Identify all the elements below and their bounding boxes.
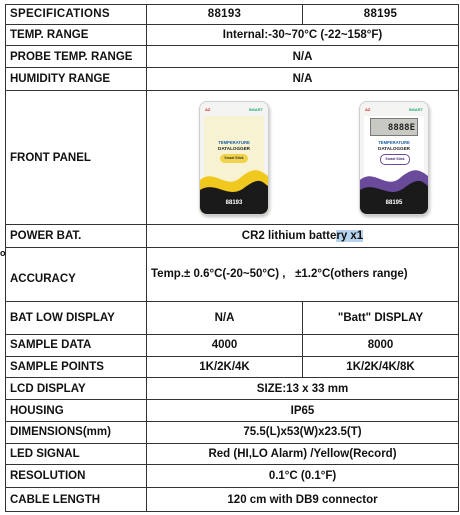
label-temp-range: TEMP. RANGE — [6, 24, 147, 46]
label-sample-points: SAMPLE POINTS — [6, 356, 147, 378]
specifications-table — [5, 4, 459, 512]
row-led-signal — [6, 443, 459, 465]
device-88193-line2: DATALOGGER — [218, 145, 250, 151]
value-sample-points-88195: 1K/2K/4K/8K — [303, 356, 459, 378]
label-led-signal: LED SIGNAL — [6, 443, 147, 465]
device-88195-lcd: 8888E — [370, 118, 418, 136]
device-88195-line1: TEMPERATURE — [378, 139, 410, 145]
value-accuracy — [147, 248, 459, 302]
row-sample-data — [6, 335, 459, 357]
row-probe-temp-range — [6, 46, 459, 68]
value-accuracy-a: Temp.± 0.6°C(-20~50°C) , — [151, 268, 286, 281]
device-88195-image — [359, 101, 429, 215]
row-humidity-range — [6, 68, 459, 91]
header-model-88193: 88193 — [147, 5, 303, 25]
device-88193-image — [199, 101, 269, 215]
device-88195-wave-graphic — [360, 166, 428, 214]
row-accuracy — [6, 248, 459, 302]
row-dimensions — [6, 421, 459, 443]
label-front-panel: FRONT PANEL — [6, 90, 147, 225]
value-bat-low-88193: N/A — [147, 301, 303, 334]
header-model-88195: 88195 — [303, 5, 459, 25]
label-lcd-display: LCD DISPLAY — [6, 378, 147, 400]
value-resolution: 0.1°C (0.1°F) — [147, 465, 459, 488]
value-probe-temp-range: N/A — [147, 46, 459, 68]
value-power-bat — [147, 225, 459, 248]
device-88195-brand-right: SMART — [408, 106, 423, 112]
value-power-bat-highlight: ry x1 — [336, 230, 364, 243]
value-sample-data-88195: 8000 — [303, 335, 459, 357]
value-sample-points-88193: 1K/2K/4K — [147, 356, 303, 378]
value-dimensions: 75.5(L)x53(W)x23.5(T) — [147, 421, 459, 443]
table-header-row — [6, 5, 459, 25]
row-resolution — [6, 465, 459, 488]
label-accuracy: ACCURACY — [6, 248, 147, 302]
device-88193-brand-right: SMART — [248, 106, 263, 112]
row-temp-range — [6, 24, 459, 46]
device-88195-brand-left: AZ — [365, 106, 371, 112]
label-bat-low-display: BAT LOW DISPLAY — [6, 301, 147, 334]
device-88193-brand-left: AZ — [205, 106, 211, 112]
value-cable-length: 120 cm with DB9 connector — [147, 488, 459, 512]
device-88193-badge: Smart Stick — [220, 154, 248, 163]
value-accuracy-b: ±1.2°C(others range) — [295, 268, 408, 281]
device-88195-line2: DATALOGGER — [378, 145, 410, 151]
row-lcd-display — [6, 378, 459, 400]
label-power-bat: POWER BAT. — [6, 225, 147, 248]
device-88193-wave-graphic — [200, 166, 268, 214]
device-88193-model: 88193 — [225, 199, 243, 206]
device-88195-badge: Smart Stick — [380, 154, 410, 165]
value-sample-data-88193: 4000 — [147, 335, 303, 357]
row-bat-low-display — [6, 301, 459, 334]
value-lcd-display: SIZE:13 x 33 mm — [147, 378, 459, 400]
device-88193-line1: TEMPERATURE — [218, 139, 250, 145]
device-88195-model: 88195 — [385, 199, 403, 206]
row-cable-length — [6, 488, 459, 512]
row-front-panel — [6, 90, 459, 225]
side-mark: o — [0, 248, 6, 258]
value-temp-range: Internal:-30~70°C (-22~158°F) — [147, 24, 459, 46]
label-sample-data: SAMPLE DATA — [6, 335, 147, 357]
row-power-bat — [6, 225, 459, 248]
label-probe-temp-range: PROBE TEMP. RANGE — [6, 46, 147, 68]
value-housing: IP65 — [147, 400, 459, 422]
value-power-bat-main: CR2 lithium batte — [241, 230, 337, 243]
label-humidity-range: HUMIDITY RANGE — [6, 68, 147, 91]
label-housing: HOUSING — [6, 400, 147, 422]
header-specifications: SPECIFICATIONS — [6, 5, 147, 25]
label-cable-length: CABLE LENGTH — [6, 488, 147, 512]
label-resolution: RESOLUTION — [6, 465, 147, 488]
front-panel-images — [147, 90, 459, 225]
value-humidity-range: N/A — [147, 68, 459, 91]
value-led-signal: Red (HI,LO Alarm) /Yellow(Record) — [147, 443, 459, 465]
row-sample-points — [6, 356, 459, 378]
value-bat-low-88195: "Batt" DISPLAY — [303, 301, 459, 334]
label-dimensions: DIMENSIONS(mm) — [6, 421, 147, 443]
row-housing — [6, 400, 459, 422]
